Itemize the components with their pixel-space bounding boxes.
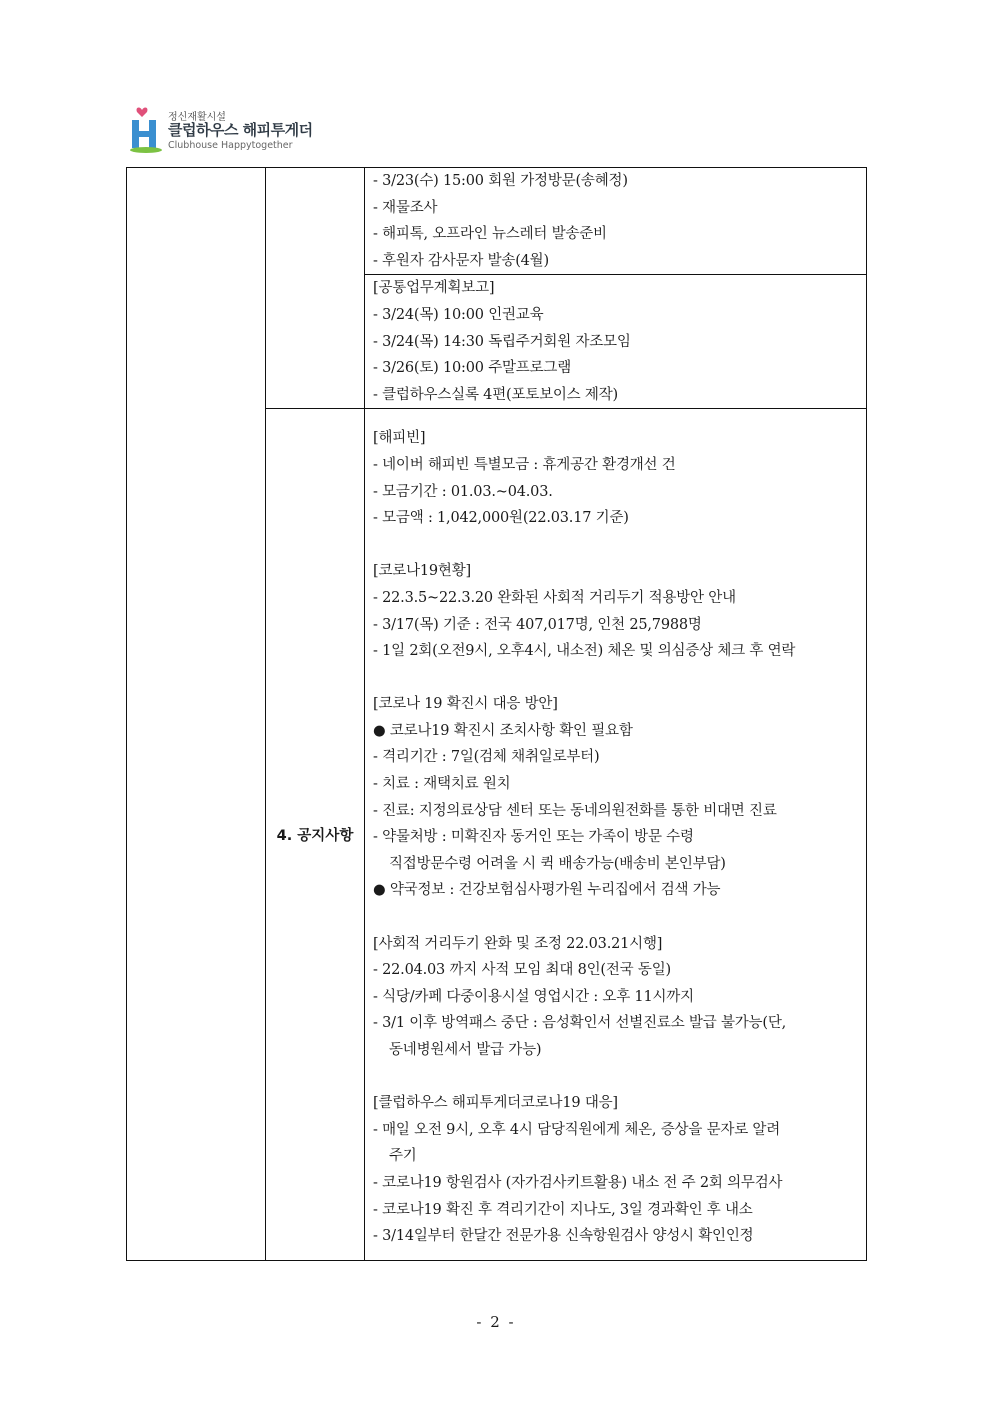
happybean-heading: [해피빈]	[373, 430, 426, 447]
list-item: - 3/1 이후 방역패스 중단 : 음성확인서 선별진료소 발급 불가능(단,	[373, 1015, 787, 1032]
list-item: 직접방문수령 어려울 시 퀵 배송가능(배송비 본인부담)	[389, 855, 726, 872]
table-row	[127, 168, 867, 275]
category-column	[266, 168, 365, 409]
list-item: - 코로나19 항원검사 (자가검사키트활용) 내소 전 주 2회 의무검사	[373, 1174, 783, 1191]
clubhouse-logo-icon	[128, 104, 164, 154]
covid-status-heading: [코로나19현황]	[373, 563, 471, 580]
org-english-name: Clubhouse Happytogether	[168, 140, 293, 151]
spacer	[373, 665, 858, 692]
list-item: - 치료 : 재택치료 원치	[373, 776, 511, 793]
spacer	[373, 1064, 858, 1091]
list-item: 동네병원세서 발급 가능)	[389, 1042, 542, 1058]
list-item: - 1일 2회(오전9시, 오후4시, 내소전) 체온 및 의심증상 체크 후 연락	[373, 643, 796, 660]
spacer	[373, 532, 858, 559]
list-item: 주기	[389, 1148, 417, 1165]
list-item: ● 약국정보 : 건강보험심사평가원 누리집에서 검색 가능	[373, 882, 721, 899]
page-number: - 2 -	[476, 1313, 516, 1331]
notice-content-cell	[365, 409, 867, 1260]
list-item: - 모금기간 : 01.03.~04.03.	[373, 483, 553, 500]
list-item: - 3/24(목) 10:00 인권교육	[373, 306, 544, 323]
clubhouse-covid-heading: [클럽하우스 해피투게더코로나19 대응]	[373, 1095, 618, 1112]
list-item: - 후원자 감사문자 발송(4월)	[373, 252, 549, 269]
list-item: - 해피톡, 오프라인 뉴스레터 발송준비	[373, 226, 607, 243]
list-item: - 3/26(토) 10:00 주말프로그램	[373, 360, 572, 377]
list-item: - 네이버 해피빈 특별모금 : 휴게공간 환경개선 건	[373, 456, 676, 473]
list-item: - 식당/카페 다중이용시설 영업시간 : 오후 11시까지	[373, 988, 694, 1005]
org-subtitle: 정신재활시설	[168, 112, 226, 123]
list-item: - 3/23(수) 15:00 회원 가정방문(송혜정)	[373, 173, 628, 189]
list-item: - 모금액 : 1,042,000원(22.03.17 기준)	[373, 510, 629, 527]
list-item: - 재물조사	[373, 199, 438, 216]
spacer	[373, 904, 858, 931]
list-item: - 격리기간 : 7일(검체 채취일로부터)	[373, 749, 600, 766]
section-column	[127, 168, 266, 1261]
list-heading: [공통업무계획보고]	[373, 280, 495, 297]
notice-label: 4. 공지사항	[266, 409, 365, 1260]
list-item: - 22.3.5~22.3.20 완화된 사회적 거리두기 적용방안 안내	[373, 589, 736, 606]
covid-response-heading: [코로나 19 확진시 대응 방안]	[373, 696, 558, 713]
org-name: 클럽하우스 해피투게더	[168, 121, 313, 139]
list-item: - 약물처방 : 미확진자 동거인 또는 가족이 방문 수령	[373, 829, 694, 846]
common-plan-cell	[365, 275, 867, 409]
list-item: - 코로나19 확진 후 격리기간이 지나도, 3일 경과확인 후 내소	[373, 1201, 753, 1218]
distancing-heading: [사회적 거리두기 완화 및 조정 22.03.21시행]	[373, 935, 663, 952]
list-item: - 3/24(목) 14:30 독립주거회원 자조모임	[373, 333, 631, 350]
list-item: - 22.04.03 까지 사적 모임 최대 8인(전국 동일)	[373, 962, 671, 979]
list-item: ● 코로나19 확진시 조치사항 확인 필요함	[373, 722, 633, 739]
list-item: - 진료: 지정의료상담 센터 또는 동네의원전화를 통한 비대면 진료	[373, 802, 777, 819]
list-item: - 3/14일부터 한달간 전문가용 신속항원검사 양성시 확인인정	[373, 1228, 754, 1245]
list-item: - 클럽하우스실록 4편(포토보이스 제작)	[373, 386, 618, 403]
list-item: - 3/17(목) 기준 : 전국 407,017명, 인천 25,7988명	[373, 616, 702, 633]
report-table	[126, 167, 867, 1261]
header-logo	[128, 104, 328, 156]
list-item: - 매일 오전 9시, 오후 4시 담당직원에게 체온, 증상을 문자로 알려	[373, 1121, 781, 1138]
weekly-plan-cell	[365, 168, 867, 275]
